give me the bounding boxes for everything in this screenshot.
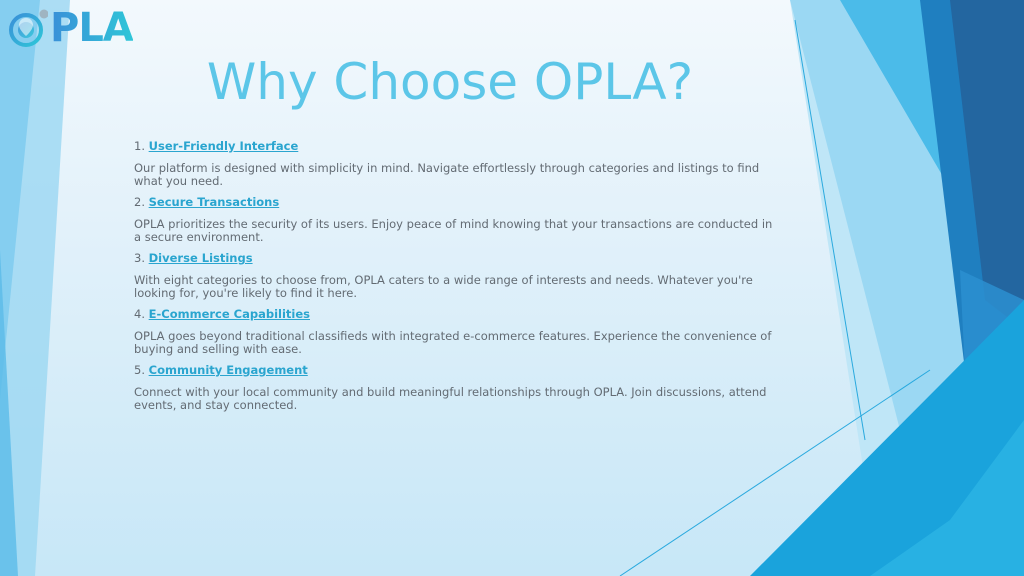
feature-link[interactable]: Community Engagement bbox=[148, 363, 308, 377]
feature-heading-row bbox=[134, 308, 779, 321]
feature-number: 3. bbox=[134, 251, 145, 265]
feature-link[interactable]: Secure Transactions bbox=[148, 195, 280, 209]
feature-number: 4. bbox=[134, 307, 145, 321]
feature-link[interactable]: E-Commerce Capabilities bbox=[148, 307, 310, 321]
feature-heading-row bbox=[134, 196, 779, 209]
page-title: Why Choose OPLA? bbox=[206, 53, 694, 111]
feature-heading-row bbox=[134, 364, 779, 377]
globe-pin-icon bbox=[8, 8, 48, 48]
feature-number: 1. bbox=[134, 139, 145, 153]
feature-heading-row bbox=[134, 252, 779, 265]
feature-number: 5. bbox=[134, 363, 145, 377]
feature-link[interactable]: User-Friendly Interface bbox=[148, 139, 299, 153]
feature-description: OPLA prioritizes the security of its users. Enjoy peace of mind knowing that your transactions are conducted in a secure environment. bbox=[134, 217, 773, 244]
feature-description: OPLA goes beyond traditional classifieds with integrated e-commerce features. Experience the convenience of buying and selling with ease. bbox=[134, 329, 772, 356]
feature-description: Connect with your local community and build meaningful relationships through OPLA. Join discussions, attend events, and stay connected. bbox=[134, 385, 767, 412]
features-list bbox=[134, 140, 779, 420]
feature-description: Our platform is designed with simplicity in mind. Navigate effortlessly through categories and listings to find what you need. bbox=[134, 161, 760, 188]
feature-description: With eight categories to choose from, OPLA caters to a wide range of interests and needs. Whatever you're looking for, you're likely to find it here. bbox=[134, 273, 753, 300]
feature-heading-row bbox=[134, 140, 779, 153]
opla-logo bbox=[8, 4, 133, 52]
logo-text: PLA bbox=[50, 5, 133, 51]
feature-link[interactable]: Diverse Listings bbox=[148, 251, 253, 265]
feature-number: 2. bbox=[134, 195, 145, 209]
